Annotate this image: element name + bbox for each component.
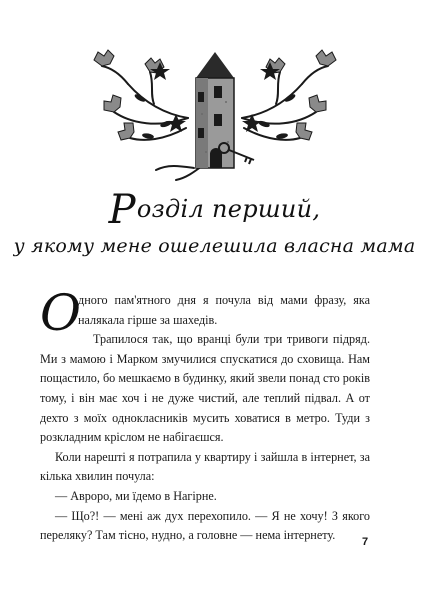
chapter-subtitle: у якому мене ошелешила власна мама <box>13 235 416 257</box>
paragraph-3: Коли нарешті я потрапила у квартиру і зайшла в інтернет, за кілька хвилин почула: <box>40 449 370 484</box>
page-number: 7 <box>362 536 369 548</box>
chapter-title-rest: озділ перший, <box>136 195 321 223</box>
paragraph-1-text: дного пам'ятного дня я почула від мами фразу, яка налякала гірше за шахедів. <box>78 293 370 327</box>
tower-flowers-illustration <box>84 32 346 182</box>
paragraph-4: — Авроро, ми їдемо в Нагірне. <box>55 488 217 503</box>
paragraph-2: Трапилося так, що вранці були три тривоги підряд. Ми з мамою і Марком змучилися спускатися до сховища. Нам пощастило, бо мешкаємо в будинку, який звели понад сто років тому, і він має хоч і не дуже чистий, але теплий підвал. А от дехто з моїх однокласників мусить ховатися в метро. Туди з розкладним кріслом не набігаєшся. <box>40 332 370 445</box>
paragraph-5: — Що?! — мені аж дух перехопило. — Я не хочу! З якого переляку? Там тісно, нудно, а головне — нема інтернету. <box>40 508 370 543</box>
chapter-heading <box>0 187 429 233</box>
chapter-body <box>40 284 370 546</box>
paragraph-1 <box>40 284 370 342</box>
chapter-title-initial: Р <box>108 187 136 233</box>
dropcap: О <box>40 284 81 342</box>
chapter-title <box>0 187 429 261</box>
